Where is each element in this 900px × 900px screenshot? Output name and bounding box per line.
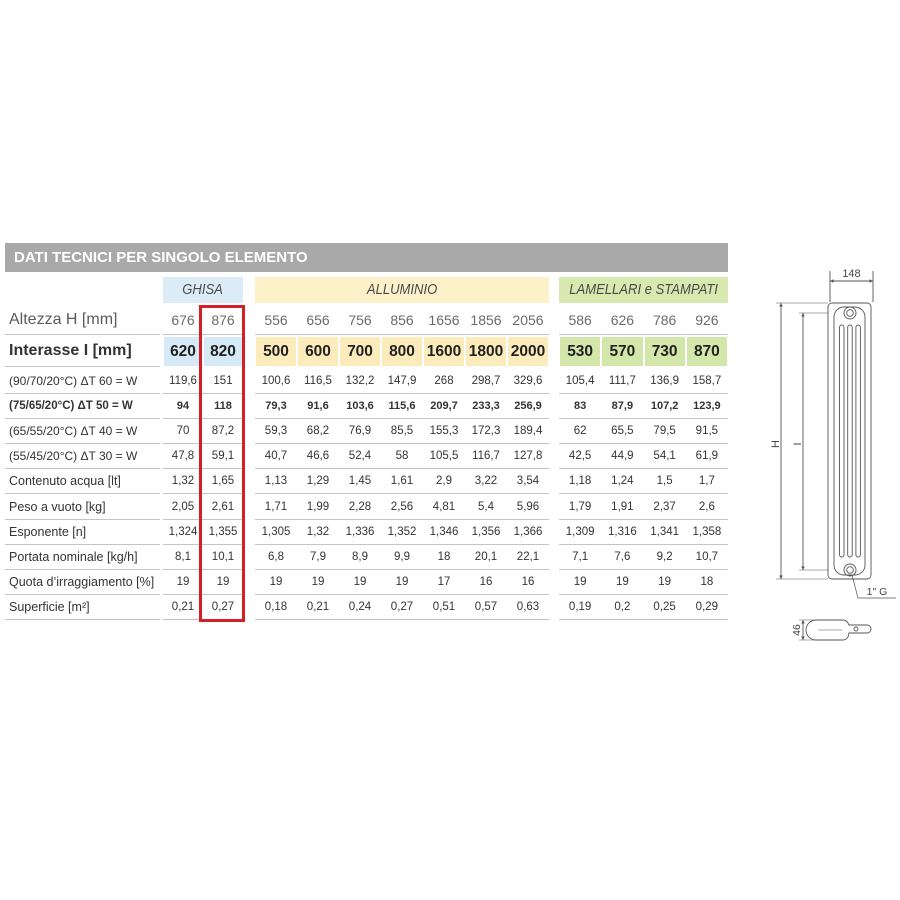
value-cell: 52,4 (339, 444, 381, 469)
value-cell: 19 (644, 570, 686, 595)
bottom-connection-circle (844, 564, 856, 576)
row-label: (90/70/20°C) ΔT 60 = W (5, 369, 160, 394)
value-cell: 0,27 (203, 595, 243, 620)
value-cell: 1,358 (686, 520, 728, 545)
value-cell: 136,9 (644, 369, 686, 394)
value-cell: 94 (163, 394, 203, 419)
value-cell: 1,24 (601, 469, 643, 494)
value-cell: 107,2 (644, 394, 686, 419)
value-cell: 8,9 (339, 545, 381, 570)
value-cell: 17 (423, 570, 465, 595)
table-row (0, 469, 730, 494)
value-cell: 1,45 (339, 469, 381, 494)
interasse-value-cell: 820 (203, 336, 243, 367)
depth-label: 46 (791, 624, 803, 636)
value-cell: 105,4 (559, 369, 601, 394)
value-cell: 1,7 (686, 469, 728, 494)
value-cell: 189,4 (507, 419, 549, 444)
value-cell: 1,355 (203, 520, 243, 545)
value-cell: 1656 (423, 305, 465, 335)
row-label: Contenuto acqua [lt] (5, 469, 160, 494)
value-cell: 19 (163, 570, 203, 595)
interasse-value-cell: 730 (644, 336, 686, 367)
value-cell: 61,9 (686, 444, 728, 469)
value-cell: 16 (465, 570, 507, 595)
value-cell: 172,3 (465, 419, 507, 444)
value-cell: 1,309 (559, 520, 601, 545)
table-row (0, 419, 730, 444)
row-label: (55/45/20°C) ΔT 30 = W (5, 444, 160, 469)
value-cell: 68,2 (297, 419, 339, 444)
value-cell: 2,28 (339, 495, 381, 520)
value-cell: 1,91 (601, 495, 643, 520)
value-cell: 79,3 (255, 394, 297, 419)
interasse-value-cell: 570 (601, 336, 643, 367)
value-cell: 1,32 (163, 469, 203, 494)
value-cell: 556 (255, 305, 297, 335)
value-cell: 70 (163, 419, 203, 444)
altezza-row (0, 305, 730, 335)
value-cell: 0,51 (423, 595, 465, 620)
value-cell: 87,9 (601, 394, 643, 419)
value-cell: 42,5 (559, 444, 601, 469)
value-cell: 626 (601, 305, 643, 335)
value-cell: 2056 (507, 305, 549, 335)
row-label: Peso a vuoto [kg] (5, 495, 160, 520)
value-cell: 233,3 (465, 394, 507, 419)
value-cell: 19 (339, 570, 381, 595)
value-cell: 116,7 (465, 444, 507, 469)
value-cell: 1,341 (644, 520, 686, 545)
value-cell: 1,305 (255, 520, 297, 545)
interasse-value-cell: 500 (255, 336, 297, 367)
value-cell: 1,352 (381, 520, 423, 545)
value-cell: 158,7 (686, 369, 728, 394)
interasse-value-cell: 870 (686, 336, 728, 367)
value-cell: 7,6 (601, 545, 643, 570)
radiator-slot (848, 325, 853, 557)
value-cell: 19 (203, 570, 243, 595)
top-connection-inner-circle (847, 310, 854, 317)
value-cell: 1,356 (465, 520, 507, 545)
value-cell: 119,6 (163, 369, 203, 394)
value-cell: 9,2 (644, 545, 686, 570)
value-cell: 44,9 (601, 444, 643, 469)
value-cell: 756 (339, 305, 381, 335)
value-cell: 1,13 (255, 469, 297, 494)
value-cell: 76,9 (339, 419, 381, 444)
value-cell: 0,25 (644, 595, 686, 620)
value-cell: 298,7 (465, 369, 507, 394)
value-cell: 1,99 (297, 495, 339, 520)
top-connection-circle (844, 307, 856, 319)
value-cell: 0,19 (559, 595, 601, 620)
value-cell: 1,79 (559, 495, 601, 520)
row-label: Superficie [m²] (5, 595, 160, 620)
value-cell: 132,2 (339, 369, 381, 394)
value-cell: 127,8 (507, 444, 549, 469)
value-cell: 1,71 (255, 495, 297, 520)
value-cell: 3,22 (465, 469, 507, 494)
value-cell: 22,1 (507, 545, 549, 570)
value-cell: 19 (559, 570, 601, 595)
value-cell: 876 (203, 305, 243, 335)
value-cell: 47,8 (163, 444, 203, 469)
value-cell: 20,1 (465, 545, 507, 570)
radiator-diagram (770, 262, 898, 650)
table-row (0, 394, 730, 419)
value-cell: 0,63 (507, 595, 549, 620)
value-cell: 2,05 (163, 495, 203, 520)
value-cell: 0,18 (255, 595, 297, 620)
value-cell: 87,2 (203, 419, 243, 444)
table-row (0, 495, 730, 520)
interasse-value-cell: 620 (163, 336, 203, 367)
value-cell: 59,3 (255, 419, 297, 444)
value-cell: 19 (297, 570, 339, 595)
radiator-slot (840, 325, 845, 557)
value-cell: 5,96 (507, 495, 549, 520)
row-label: Esponente [n] (5, 520, 160, 545)
value-cell: 10,7 (686, 545, 728, 570)
value-cell: 0,2 (601, 595, 643, 620)
value-cell: 1856 (465, 305, 507, 335)
value-cell: 103,6 (339, 394, 381, 419)
value-cell: 54,1 (644, 444, 686, 469)
interaxis-label: I (792, 442, 804, 446)
value-cell: 18 (686, 570, 728, 595)
value-cell: 926 (686, 305, 728, 335)
table-row (0, 520, 730, 545)
group-header-label: LAMELLARI e STAMPATI (569, 282, 718, 298)
width-label: 148 (842, 268, 861, 280)
value-cell: 4,81 (423, 495, 465, 520)
interasse-value-cell: 800 (381, 336, 423, 367)
value-cell: 0,24 (339, 595, 381, 620)
value-cell: 91,6 (297, 394, 339, 419)
value-cell: 7,9 (297, 545, 339, 570)
value-cell: 8,1 (163, 545, 203, 570)
value-cell: 1,316 (601, 520, 643, 545)
interasse-value-cell: 700 (339, 336, 381, 367)
value-cell: 1,366 (507, 520, 549, 545)
value-cell: 1,65 (203, 469, 243, 494)
interasse-value-cell: 1800 (465, 336, 507, 367)
value-cell: 3,54 (507, 469, 549, 494)
value-cell: 2,37 (644, 495, 686, 520)
interasse-value-cell: 1600 (423, 336, 465, 367)
row-label: Altezza H [mm] (5, 305, 160, 335)
table-row (0, 545, 730, 570)
value-cell: 19 (601, 570, 643, 595)
value-cell: 2,61 (203, 495, 243, 520)
value-cell: 118 (203, 394, 243, 419)
value-cell: 0,21 (297, 595, 339, 620)
value-cell: 65,5 (601, 419, 643, 444)
connection-label: 1" G (866, 586, 888, 598)
table-row (0, 595, 730, 620)
value-cell: 1,61 (381, 469, 423, 494)
value-cell: 19 (255, 570, 297, 595)
interasse-value-cell: 2000 (507, 336, 549, 367)
value-cell: 123,9 (686, 394, 728, 419)
table-row (0, 369, 730, 394)
value-cell: 46,6 (297, 444, 339, 469)
radiator-slot (856, 325, 861, 557)
value-cell: 155,3 (423, 419, 465, 444)
value-cell: 1,32 (297, 520, 339, 545)
interasse-value-cell: 530 (559, 336, 601, 367)
value-cell: 2,9 (423, 469, 465, 494)
value-cell: 1,29 (297, 469, 339, 494)
value-cell: 7,1 (559, 545, 601, 570)
section-title: DATI TECNICI PER SINGOLO ELEMENTO (14, 249, 308, 266)
value-cell: 1,18 (559, 469, 601, 494)
table-row (0, 570, 730, 595)
value-cell: 0,57 (465, 595, 507, 620)
value-cell: 19 (381, 570, 423, 595)
value-cell: 16 (507, 570, 549, 595)
row-label: (65/55/20°C) ΔT 40 = W (5, 419, 160, 444)
value-cell: 18 (423, 545, 465, 570)
value-cell: 256,9 (507, 394, 549, 419)
value-cell: 111,7 (601, 369, 643, 394)
table-row (0, 444, 730, 469)
value-cell: 10,1 (203, 545, 243, 570)
radiator-body-outline (828, 303, 871, 579)
value-cell: 268 (423, 369, 465, 394)
value-cell: 656 (297, 305, 339, 335)
height-label: H (770, 440, 782, 448)
value-cell: 5,4 (465, 495, 507, 520)
row-label: (75/65/20°C) ΔT 50 = W (5, 394, 160, 419)
value-cell: 116,5 (297, 369, 339, 394)
value-cell: 209,7 (423, 394, 465, 419)
value-cell: 1,346 (423, 520, 465, 545)
value-cell: 9,9 (381, 545, 423, 570)
value-cell: 79,5 (644, 419, 686, 444)
value-cell: 105,5 (423, 444, 465, 469)
interasse-value-cell: 600 (297, 336, 339, 367)
row-label: Interasse I [mm] (5, 336, 160, 367)
value-cell: 85,5 (381, 419, 423, 444)
value-cell: 586 (559, 305, 601, 335)
value-cell: 2,6 (686, 495, 728, 520)
group-header-label: GHISA (182, 282, 224, 298)
value-cell: 58 (381, 444, 423, 469)
value-cell: 91,5 (686, 419, 728, 444)
value-cell: 100,6 (255, 369, 297, 394)
interasse-row (0, 336, 730, 367)
value-cell: 115,6 (381, 394, 423, 419)
bottom-connection-inner-circle (847, 567, 854, 574)
value-cell: 2,56 (381, 495, 423, 520)
group-header-label: ALLUMINIO (366, 282, 438, 298)
value-cell: 83 (559, 394, 601, 419)
value-cell: 0,27 (381, 595, 423, 620)
value-cell: 856 (381, 305, 423, 335)
value-cell: 6,8 (255, 545, 297, 570)
row-label: Quota d’irraggiamento [%] (5, 570, 160, 595)
value-cell: 62 (559, 419, 601, 444)
value-cell: 1,5 (644, 469, 686, 494)
value-cell: 151 (203, 369, 243, 394)
value-cell: 1,324 (163, 520, 203, 545)
value-cell: 147,9 (381, 369, 423, 394)
value-cell: 40,7 (255, 444, 297, 469)
row-label: Portata nominale [kg/h] (5, 545, 160, 570)
value-cell: 676 (163, 305, 203, 335)
value-cell: 59,1 (203, 444, 243, 469)
value-cell: 786 (644, 305, 686, 335)
value-cell: 329,6 (507, 369, 549, 394)
value-cell: 0,21 (163, 595, 203, 620)
side-profile-hub (854, 627, 858, 631)
value-cell: 1,336 (339, 520, 381, 545)
value-cell: 0,29 (686, 595, 728, 620)
